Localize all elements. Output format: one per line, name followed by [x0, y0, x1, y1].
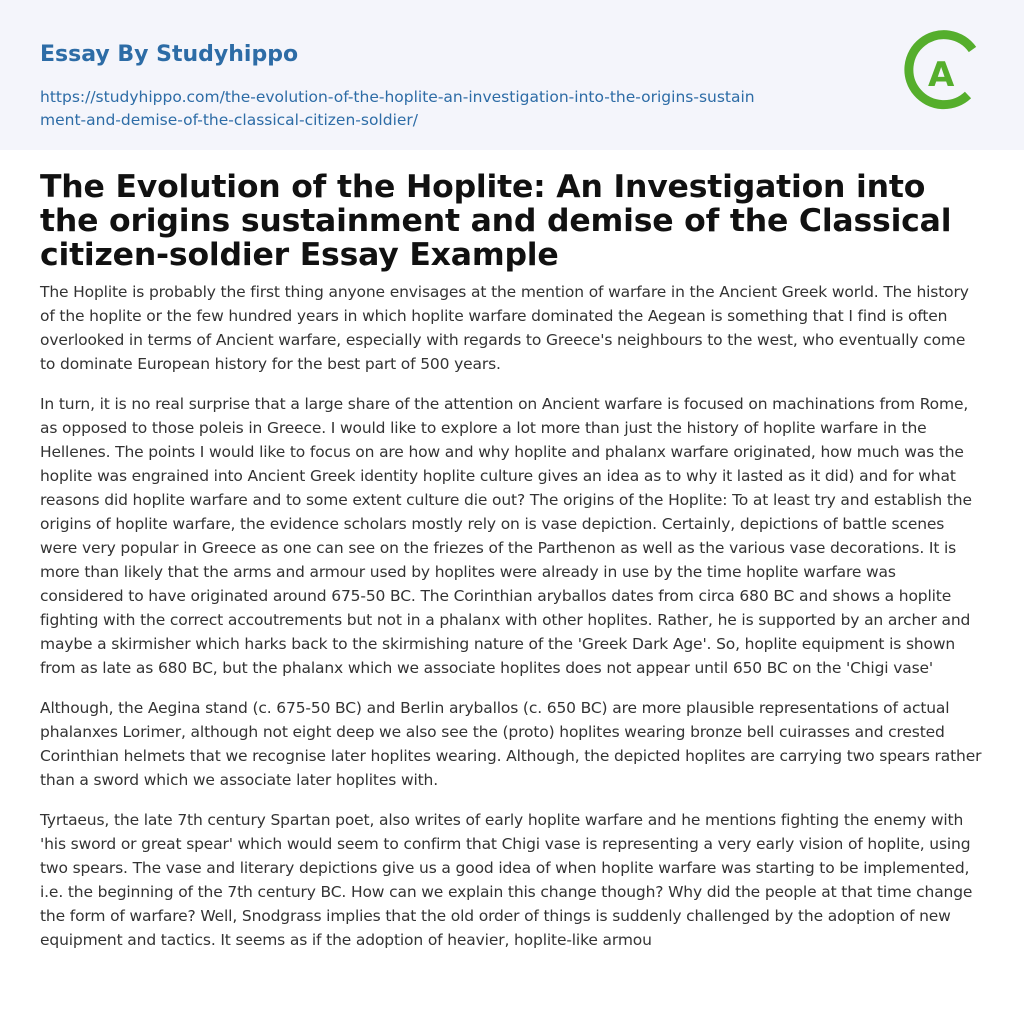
studyhippo-logo-icon[interactable]	[902, 30, 986, 114]
brand-name[interactable]: Essay By Studyhippo	[40, 42, 299, 67]
paragraph-4: Tyrtaeus, the late 7th century Spartan poet, also writes of early hoplite warfare and he mentions fighting the enemy with 'his sword or great spear' which would seem to confirm that Chigi vase is representing a very early vision of hoplite, using two spears. The vase and literary depictions give us a good idea of when hoplite warfare was starting to be implemented, i.e. the beginning of the 7th century BC. How can we explain this change though? Why did the people at that time change the form of warfare? Well, Snodgrass implies that the old order of things is suddenly challenged by the adoption of new equipment and tactics. It seems as if the adoption of heavier, hoplite-like armou	[40, 811, 973, 949]
logo-letter: A	[928, 55, 955, 95]
article	[0, 150, 1024, 952]
source-url-link[interactable]: https://studyhippo.com/the-evolution-of-the-hoplite-an-investigation-into-the-origins-sustainment-and-demise-of-the-classical-citizen-soldier/	[40, 88, 755, 129]
site-header	[0, 0, 1024, 150]
paragraph-3: Although, the Aegina stand (c. 675-50 BC) and Berlin aryballos (c. 650 BC) are more plausible representations of actual phalanxes Lorimer, although not eight deep we also see the (proto) hoplites wearing bronze bell cuirasses and crested Corinthian helmets that we recognise later hoplites wearing. Although, the depicted hoplites are carrying two spears rather than a sword which we associate later hoplites with.	[40, 699, 982, 789]
paragraph-1: The Hoplite is probably the first thing anyone envisages at the mention of warfare in the Ancient Greek world. The history of the hoplite or the few hundred years in which hoplite warfare dominated the Aegean is something that I find is often overlooked in terms of Ancient warfare, especially with regards to Greece's neighbours to the west, who eventually come to dominate European history for the best part of 500 years.	[40, 283, 969, 373]
page-title: The Evolution of the Hoplite: An Investigation into the origins sustainment and demise of the Classical citizen-soldier Essay Example	[40, 169, 952, 273]
paragraph-2: In turn, it is no real surprise that a large share of the attention on Ancient warfare is focused on machinations from Rome, as opposed to those poleis in Greece. I would like to explore a lot more than just the history of hoplite warfare in the Hellenes. The points I would like to focus on are how and why hoplite and phalanx warfare originated, how much was the hoplite was engrained into Ancient Greek identity hoplite culture gives an idea as to why it lasted as it did) and for what reasons did hoplite warfare and to some extent culture die out? The origins of the Hoplite: To at least try and establish the origins of hoplite warfare, the evidence scholars mostly rely on is vase depiction. Certainly, depictions of battle scenes were very popular in Greece as one can see on the friezes of the Parthenon as well as the various vase decorations. It is more than likely that the arms and armour used by hoplites were already in use by the time hoplite warfare was considered to have originated around 675-50 BC. The Corinthian aryballos dates from circa 680 BC and shows a hoplite fighting with the correct accoutrements but not in a phalanx with other hoplites. Rather, he is supported by an archer and maybe a skirmisher which harks back to the skirmishing nature of the 'Greek Dark Age'. So, hoplite equipment is shown from as late as 680 BC, but the phalanx which we associate hoplites does not appear until 650 BC on the 'Chigi vase'	[40, 395, 972, 677]
